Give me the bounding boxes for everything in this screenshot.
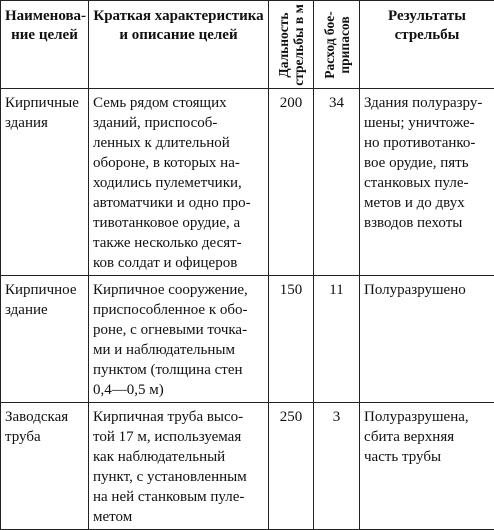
cell-results: Полуразрушено (360, 276, 494, 403)
cell-ammo: 11 (314, 276, 360, 403)
table-row (1, 276, 494, 403)
header-description: Краткая характеристика и описание целей (89, 1, 269, 89)
cell-target: Кирпичное здание (1, 276, 89, 403)
cell-description: Кирпичная труба высо- той 17 м, используемая как наблюдательный пункт, с установленным на ней станковым пуле- метом (89, 403, 269, 530)
cell-distance: 250 (269, 403, 314, 530)
cell-description: Семь рядом стоящих зданий, приспособ- ленных к длительной обороне, в которых на- ходились пулеметчики, автоматчики и одно про- тивотанковое орудие, а также несколько десят- ков солдат и офицеров (89, 89, 269, 276)
header-results: Результаты стрельбы (360, 1, 494, 89)
header-row (1, 1, 494, 89)
cell-ammo: 34 (314, 89, 360, 276)
cell-results: Полуразрушена, сбита верхняя часть трубы (360, 403, 494, 530)
header-distance: Дальность стрельбы в м (269, 1, 314, 89)
header-ammo: Расход бое- припасов (314, 1, 360, 89)
cell-distance: 150 (269, 276, 314, 403)
cell-distance: 200 (269, 89, 314, 276)
header-target: Наименова- ние целей (1, 1, 89, 89)
cell-description: Кирпичное сооружение, приспособленное к обо- роне, с огневыми точка- ми и наблюдательным пунктом (толщина стен 0,4—0,5 м) (89, 276, 269, 403)
cell-target: Кирпичные здания (1, 89, 89, 276)
table-row (1, 89, 494, 276)
cell-ammo: 3 (314, 403, 360, 530)
cell-target: Заводская труба (1, 403, 89, 530)
table-row (1, 403, 494, 530)
cell-results: Здания полуразру- шены; уничтоже- но противотанко- вое орудие, пять станковых пуле- метов и до двух взводов пехоты (360, 89, 494, 276)
